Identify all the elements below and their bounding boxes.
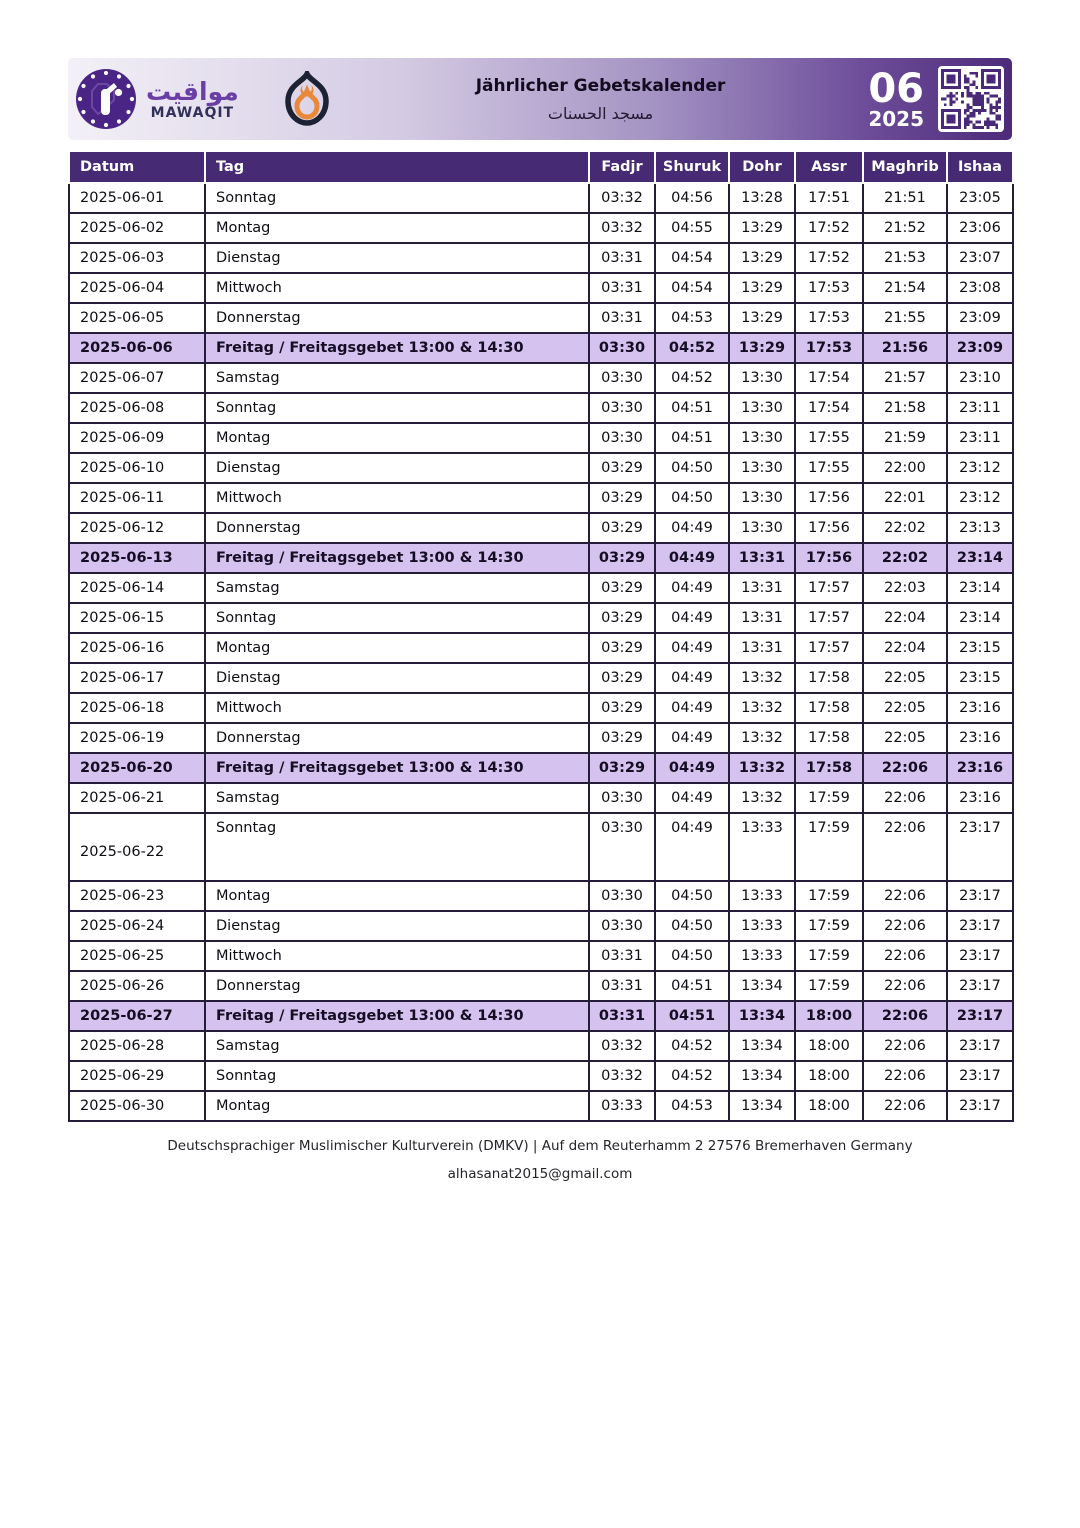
assr-time-cell: 17:51 — [795, 183, 863, 213]
shuruk-time-cell: 04:52 — [655, 1031, 729, 1061]
shuruk-time-cell: 04:49 — [655, 813, 729, 881]
shuruk-time-cell: 04:49 — [655, 753, 729, 783]
shuruk-time-cell: 04:52 — [655, 333, 729, 363]
shuruk-time-cell: 04:50 — [655, 941, 729, 971]
day-cell: Donnerstag — [205, 971, 589, 1001]
date-cell: 2025-06-30 — [69, 1091, 205, 1121]
dohr-time-cell: 13:33 — [729, 911, 795, 941]
date-cell: 2025-06-06 — [69, 333, 205, 363]
dohr-time-cell: 13:34 — [729, 1001, 795, 1031]
ishaa-time-cell: 23:17 — [947, 1061, 1013, 1091]
footer — [68, 1138, 1012, 1182]
ishaa-time-cell: 23:14 — [947, 573, 1013, 603]
ishaa-time-cell: 23:16 — [947, 753, 1013, 783]
shuruk-time-cell: 04:49 — [655, 513, 729, 543]
ishaa-time-cell: 23:13 — [947, 513, 1013, 543]
assr-time-cell: 17:58 — [795, 753, 863, 783]
header-banner — [68, 58, 1012, 140]
shuruk-time-cell: 04:50 — [655, 881, 729, 911]
shuruk-time-cell: 04:50 — [655, 453, 729, 483]
dohr-time-cell: 13:30 — [729, 393, 795, 423]
dohr-time-cell: 13:32 — [729, 723, 795, 753]
table-row — [69, 273, 1013, 303]
assr-time-cell: 17:53 — [795, 273, 863, 303]
day-cell: Freitag / Freitagsgebet 13:00 & 14:30 — [205, 1001, 589, 1031]
assr-time-cell: 17:59 — [795, 813, 863, 881]
ishaa-time-cell: 23:17 — [947, 971, 1013, 1001]
ishaa-time-cell: 23:08 — [947, 273, 1013, 303]
maghrib-time-cell: 22:06 — [863, 1001, 947, 1031]
ishaa-time-cell: 23:17 — [947, 941, 1013, 971]
table-row-friday — [69, 543, 1013, 573]
ishaa-time-cell: 23:12 — [947, 483, 1013, 513]
dohr-time-cell: 13:29 — [729, 303, 795, 333]
qr-code — [938, 66, 1004, 132]
assr-time-cell: 17:53 — [795, 333, 863, 363]
day-cell: Mittwoch — [205, 483, 589, 513]
fadjr-time-cell: 03:31 — [589, 243, 655, 273]
maghrib-time-cell: 21:56 — [863, 333, 947, 363]
column-header-dohr: Dohr — [729, 151, 795, 183]
day-cell: Sonntag — [205, 603, 589, 633]
dohr-time-cell: 13:33 — [729, 881, 795, 911]
day-cell: Dienstag — [205, 663, 589, 693]
mawaqit-wordmark — [146, 76, 239, 121]
assr-time-cell: 17:54 — [795, 393, 863, 423]
day-cell: Sonntag — [205, 393, 589, 423]
ishaa-time-cell: 23:17 — [947, 1031, 1013, 1061]
day-cell: Samstag — [205, 783, 589, 813]
shuruk-time-cell: 04:54 — [655, 273, 729, 303]
maghrib-time-cell: 22:06 — [863, 1091, 947, 1121]
fadjr-time-cell: 03:29 — [589, 663, 655, 693]
dohr-time-cell: 13:32 — [729, 783, 795, 813]
assr-time-cell: 17:56 — [795, 543, 863, 573]
fadjr-time-cell: 03:31 — [589, 941, 655, 971]
date-cell: 2025-06-20 — [69, 753, 205, 783]
dohr-time-cell: 13:30 — [729, 363, 795, 393]
shuruk-time-cell: 04:50 — [655, 911, 729, 941]
day-cell: Montag — [205, 1091, 589, 1121]
column-header-tag: Tag — [205, 151, 589, 183]
table-header-row — [69, 151, 1013, 183]
month-year-block — [868, 65, 924, 131]
date-cell: 2025-06-08 — [69, 393, 205, 423]
maghrib-time-cell: 22:01 — [863, 483, 947, 513]
ishaa-time-cell: 23:16 — [947, 693, 1013, 723]
mawaqit-latin-text: MAWAQIT — [150, 104, 235, 121]
table-row — [69, 393, 1013, 423]
dohr-time-cell: 13:31 — [729, 603, 795, 633]
assr-time-cell: 17:59 — [795, 783, 863, 813]
ishaa-time-cell: 23:17 — [947, 881, 1013, 911]
month-number: 06 — [868, 65, 924, 112]
fadjr-time-cell: 03:32 — [589, 1061, 655, 1091]
fadjr-time-cell: 03:30 — [589, 333, 655, 363]
shuruk-time-cell: 04:54 — [655, 243, 729, 273]
assr-time-cell: 17:57 — [795, 603, 863, 633]
footer-address: Deutschsprachiger Muslimischer Kulturverein (DMKV) | Auf dem Reuterhamm 2 27576 Bremerhaven Germany — [167, 1138, 913, 1154]
column-header-assr: Assr — [795, 151, 863, 183]
table-row-friday — [69, 1001, 1013, 1031]
day-cell: Sonntag — [205, 183, 589, 213]
shuruk-time-cell: 04:49 — [655, 723, 729, 753]
ishaa-time-cell: 23:14 — [947, 603, 1013, 633]
maghrib-time-cell: 21:59 — [863, 423, 947, 453]
assr-time-cell: 18:00 — [795, 1031, 863, 1061]
date-cell: 2025-06-07 — [69, 363, 205, 393]
maghrib-time-cell: 22:04 — [863, 603, 947, 633]
shuruk-time-cell: 04:50 — [655, 483, 729, 513]
day-cell: Dienstag — [205, 911, 589, 941]
fadjr-time-cell: 03:33 — [589, 1091, 655, 1121]
maghrib-time-cell: 22:02 — [863, 513, 947, 543]
assr-time-cell: 17:52 — [795, 243, 863, 273]
date-cell: 2025-06-10 — [69, 453, 205, 483]
column-header-fadjr: Fadjr — [589, 151, 655, 183]
column-header-ishaa: Ishaa — [947, 151, 1013, 183]
table-row — [69, 693, 1013, 723]
date-cell: 2025-06-23 — [69, 881, 205, 911]
dohr-time-cell: 13:32 — [729, 753, 795, 783]
ishaa-time-cell: 23:17 — [947, 1091, 1013, 1121]
shuruk-time-cell: 04:56 — [655, 183, 729, 213]
assr-time-cell: 17:59 — [795, 881, 863, 911]
maghrib-time-cell: 21:52 — [863, 213, 947, 243]
shuruk-time-cell: 04:52 — [655, 1061, 729, 1091]
assr-time-cell: 17:53 — [795, 303, 863, 333]
table-row — [69, 603, 1013, 633]
assr-time-cell: 17:59 — [795, 971, 863, 1001]
fadjr-time-cell: 03:31 — [589, 1001, 655, 1031]
dohr-time-cell: 13:32 — [729, 693, 795, 723]
date-cell: 2025-06-17 — [69, 663, 205, 693]
day-cell: Montag — [205, 633, 589, 663]
fadjr-time-cell: 03:30 — [589, 911, 655, 941]
table-row-friday — [69, 333, 1013, 363]
ishaa-time-cell: 23:14 — [947, 543, 1013, 573]
fadjr-time-cell: 03:29 — [589, 753, 655, 783]
maghrib-time-cell: 21:51 — [863, 183, 947, 213]
maghrib-time-cell: 22:00 — [863, 453, 947, 483]
table-row — [69, 723, 1013, 753]
ishaa-time-cell: 23:16 — [947, 783, 1013, 813]
maghrib-time-cell: 22:05 — [863, 693, 947, 723]
table-row — [69, 1091, 1013, 1121]
ishaa-time-cell: 23:07 — [947, 243, 1013, 273]
table-row — [69, 1061, 1013, 1091]
shuruk-time-cell: 04:49 — [655, 573, 729, 603]
dohr-time-cell: 13:31 — [729, 633, 795, 663]
logo-group — [68, 67, 333, 131]
date-cell: 2025-06-05 — [69, 303, 205, 333]
shuruk-time-cell: 04:49 — [655, 663, 729, 693]
assr-time-cell: 17:58 — [795, 723, 863, 753]
maghrib-time-cell: 22:05 — [863, 663, 947, 693]
ishaa-time-cell: 23:16 — [947, 723, 1013, 753]
fadjr-time-cell: 03:32 — [589, 1031, 655, 1061]
date-cell: 2025-06-27 — [69, 1001, 205, 1031]
dohr-time-cell: 13:31 — [729, 573, 795, 603]
day-cell: Freitag / Freitagsgebet 13:00 & 14:30 — [205, 543, 589, 573]
day-cell: Montag — [205, 881, 589, 911]
maghrib-time-cell: 22:03 — [863, 573, 947, 603]
assr-time-cell: 17:59 — [795, 941, 863, 971]
date-cell: 2025-06-03 — [69, 243, 205, 273]
ishaa-time-cell: 23:11 — [947, 393, 1013, 423]
date-cell: 2025-06-25 — [69, 941, 205, 971]
fadjr-time-cell: 03:30 — [589, 393, 655, 423]
date-cell: 2025-06-19 — [69, 723, 205, 753]
dohr-time-cell: 13:33 — [729, 941, 795, 971]
shuruk-time-cell: 04:52 — [655, 363, 729, 393]
day-cell: Sonntag — [205, 1061, 589, 1091]
table-row — [69, 453, 1013, 483]
maghrib-time-cell: 22:06 — [863, 911, 947, 941]
fadjr-time-cell: 03:31 — [589, 303, 655, 333]
ishaa-time-cell: 23:15 — [947, 633, 1013, 663]
fadjr-time-cell: 03:29 — [589, 513, 655, 543]
day-cell: Dienstag — [205, 243, 589, 273]
day-cell: Samstag — [205, 363, 589, 393]
mosque-name-arabic: مسجد الحسنات — [547, 103, 654, 123]
date-cell: 2025-06-21 — [69, 783, 205, 813]
shuruk-time-cell: 04:49 — [655, 543, 729, 573]
dohr-time-cell: 13:31 — [729, 543, 795, 573]
dohr-time-cell: 13:30 — [729, 483, 795, 513]
dohr-time-cell: 13:32 — [729, 663, 795, 693]
prayer-times-table — [68, 150, 1014, 1122]
table-row — [69, 303, 1013, 333]
fadjr-time-cell: 03:30 — [589, 813, 655, 881]
table-row — [69, 483, 1013, 513]
ishaa-time-cell: 23:15 — [947, 663, 1013, 693]
year-number: 2025 — [868, 106, 924, 131]
fadjr-time-cell: 03:31 — [589, 971, 655, 1001]
ishaa-time-cell: 23:09 — [947, 303, 1013, 333]
date-cell: 2025-06-02 — [69, 213, 205, 243]
date-cell: 2025-06-01 — [69, 183, 205, 213]
date-cell: 2025-06-18 — [69, 693, 205, 723]
maghrib-time-cell: 22:06 — [863, 941, 947, 971]
day-cell: Freitag / Freitagsgebet 13:00 & 14:30 — [205, 753, 589, 783]
shuruk-time-cell: 04:49 — [655, 783, 729, 813]
date-cell: 2025-06-15 — [69, 603, 205, 633]
assr-time-cell: 18:00 — [795, 1061, 863, 1091]
date-cell: 2025-06-22 — [69, 813, 205, 881]
dohr-time-cell: 13:33 — [729, 813, 795, 881]
dohr-time-cell: 13:29 — [729, 243, 795, 273]
date-cell: 2025-06-09 — [69, 423, 205, 453]
fadjr-time-cell: 03:32 — [589, 213, 655, 243]
day-cell: Donnerstag — [205, 723, 589, 753]
fadjr-time-cell: 03:29 — [589, 573, 655, 603]
shuruk-time-cell: 04:51 — [655, 971, 729, 1001]
date-cell: 2025-06-11 — [69, 483, 205, 513]
table-row — [69, 881, 1013, 911]
maghrib-time-cell: 22:05 — [863, 723, 947, 753]
ishaa-time-cell: 23:06 — [947, 213, 1013, 243]
maghrib-time-cell: 22:06 — [863, 1031, 947, 1061]
fadjr-time-cell: 03:29 — [589, 603, 655, 633]
table-row-friday — [69, 753, 1013, 783]
ishaa-time-cell: 23:10 — [947, 363, 1013, 393]
ishaa-time-cell: 23:12 — [947, 453, 1013, 483]
ishaa-time-cell: 23:09 — [947, 333, 1013, 363]
maghrib-time-cell: 22:04 — [863, 633, 947, 663]
assr-time-cell: 18:00 — [795, 1001, 863, 1031]
day-cell: Samstag — [205, 573, 589, 603]
table-row — [69, 663, 1013, 693]
column-header-shuruk: Shuruk — [655, 151, 729, 183]
fadjr-time-cell: 03:30 — [589, 363, 655, 393]
date-cell: 2025-06-14 — [69, 573, 205, 603]
shuruk-time-cell: 04:49 — [655, 693, 729, 723]
ishaa-time-cell: 23:17 — [947, 1001, 1013, 1031]
mosque-logo-icon — [281, 71, 333, 127]
fadjr-time-cell: 03:29 — [589, 723, 655, 753]
shuruk-time-cell: 04:51 — [655, 1001, 729, 1031]
fadjr-time-cell: 03:29 — [589, 483, 655, 513]
fadjr-time-cell: 03:29 — [589, 693, 655, 723]
table-row — [69, 183, 1013, 213]
assr-time-cell: 17:57 — [795, 573, 863, 603]
table-row — [69, 633, 1013, 663]
fadjr-time-cell: 03:30 — [589, 423, 655, 453]
fadjr-time-cell: 03:30 — [589, 783, 655, 813]
maghrib-time-cell: 21:57 — [863, 363, 947, 393]
day-cell: Montag — [205, 423, 589, 453]
page-title: Jährlicher Gebetskalender — [475, 75, 726, 96]
shuruk-time-cell: 04:53 — [655, 303, 729, 333]
date-cell: 2025-06-28 — [69, 1031, 205, 1061]
fadjr-time-cell: 03:29 — [589, 543, 655, 573]
table-row — [69, 573, 1013, 603]
date-cell: 2025-06-13 — [69, 543, 205, 573]
ishaa-time-cell: 23:11 — [947, 423, 1013, 453]
day-cell: Montag — [205, 213, 589, 243]
maghrib-time-cell: 22:06 — [863, 753, 947, 783]
dohr-time-cell: 13:28 — [729, 183, 795, 213]
fadjr-time-cell: 03:29 — [589, 453, 655, 483]
dohr-time-cell: 13:30 — [729, 513, 795, 543]
dohr-time-cell: 13:34 — [729, 971, 795, 1001]
assr-time-cell: 17:55 — [795, 423, 863, 453]
maghrib-time-cell: 22:06 — [863, 813, 947, 881]
column-header-maghrib: Maghrib — [863, 151, 947, 183]
table-row — [69, 971, 1013, 1001]
ishaa-time-cell: 23:05 — [947, 183, 1013, 213]
assr-time-cell: 17:56 — [795, 513, 863, 543]
dohr-time-cell: 13:34 — [729, 1061, 795, 1091]
maghrib-time-cell: 22:02 — [863, 543, 947, 573]
date-cell: 2025-06-12 — [69, 513, 205, 543]
shuruk-time-cell: 04:49 — [655, 633, 729, 663]
table-row — [69, 941, 1013, 971]
table-row — [69, 911, 1013, 941]
maghrib-time-cell: 21:53 — [863, 243, 947, 273]
table-row — [69, 213, 1013, 243]
day-cell: Mittwoch — [205, 693, 589, 723]
dohr-time-cell: 13:30 — [729, 453, 795, 483]
column-header-datum: Datum — [69, 151, 205, 183]
day-cell: Dienstag — [205, 453, 589, 483]
day-cell: Sonntag — [205, 813, 589, 881]
day-cell: Mittwoch — [205, 941, 589, 971]
fadjr-time-cell: 03:30 — [589, 881, 655, 911]
ishaa-time-cell: 23:17 — [947, 911, 1013, 941]
assr-time-cell: 17:52 — [795, 213, 863, 243]
assr-time-cell: 18:00 — [795, 1091, 863, 1121]
mawaqit-arabic-text: مواقيت — [146, 76, 239, 106]
assr-time-cell: 17:58 — [795, 693, 863, 723]
dohr-time-cell: 13:34 — [729, 1091, 795, 1121]
date-cell: 2025-06-16 — [69, 633, 205, 663]
assr-time-cell: 17:58 — [795, 663, 863, 693]
date-cell: 2025-06-24 — [69, 911, 205, 941]
day-cell: Mittwoch — [205, 273, 589, 303]
table-row — [69, 243, 1013, 273]
date-cell: 2025-06-26 — [69, 971, 205, 1001]
maghrib-time-cell: 21:54 — [863, 273, 947, 303]
fadjr-time-cell: 03:29 — [589, 633, 655, 663]
day-cell: Freitag / Freitagsgebet 13:00 & 14:30 — [205, 333, 589, 363]
maghrib-time-cell: 21:55 — [863, 303, 947, 333]
dohr-time-cell: 13:29 — [729, 333, 795, 363]
shuruk-time-cell: 04:51 — [655, 393, 729, 423]
assr-time-cell: 17:55 — [795, 453, 863, 483]
dohr-time-cell: 13:29 — [729, 273, 795, 303]
table-row — [69, 1031, 1013, 1061]
ishaa-time-cell: 23:17 — [947, 813, 1013, 881]
date-cell: 2025-06-04 — [69, 273, 205, 303]
table-row — [69, 423, 1013, 453]
assr-time-cell: 17:56 — [795, 483, 863, 513]
assr-time-cell: 17:57 — [795, 633, 863, 663]
table-row — [69, 513, 1013, 543]
fadjr-time-cell: 03:32 — [589, 183, 655, 213]
dohr-time-cell: 13:30 — [729, 423, 795, 453]
maghrib-time-cell: 22:06 — [863, 1061, 947, 1091]
shuruk-time-cell: 04:53 — [655, 1091, 729, 1121]
maghrib-time-cell: 21:58 — [863, 393, 947, 423]
banner-title-block — [333, 76, 869, 123]
day-cell: Samstag — [205, 1031, 589, 1061]
maghrib-time-cell: 22:06 — [863, 971, 947, 1001]
table-row — [69, 363, 1013, 393]
date-cell: 2025-06-29 — [69, 1061, 205, 1091]
assr-time-cell: 17:54 — [795, 363, 863, 393]
fadjr-time-cell: 03:31 — [589, 273, 655, 303]
shuruk-time-cell: 04:51 — [655, 423, 729, 453]
dohr-time-cell: 13:29 — [729, 213, 795, 243]
assr-time-cell: 17:59 — [795, 911, 863, 941]
shuruk-time-cell: 04:49 — [655, 603, 729, 633]
shuruk-time-cell: 04:55 — [655, 213, 729, 243]
prayer-calendar-page — [68, 0, 1012, 1182]
footer-email: alhasanat2015@gmail.com — [447, 1166, 633, 1182]
maghrib-time-cell: 22:06 — [863, 783, 947, 813]
day-cell: Donnerstag — [205, 303, 589, 333]
dohr-time-cell: 13:34 — [729, 1031, 795, 1061]
maghrib-time-cell: 22:06 — [863, 881, 947, 911]
day-cell: Donnerstag — [205, 513, 589, 543]
table-row — [69, 813, 1013, 881]
table-row — [69, 783, 1013, 813]
mawaqit-logo-icon — [74, 67, 138, 131]
